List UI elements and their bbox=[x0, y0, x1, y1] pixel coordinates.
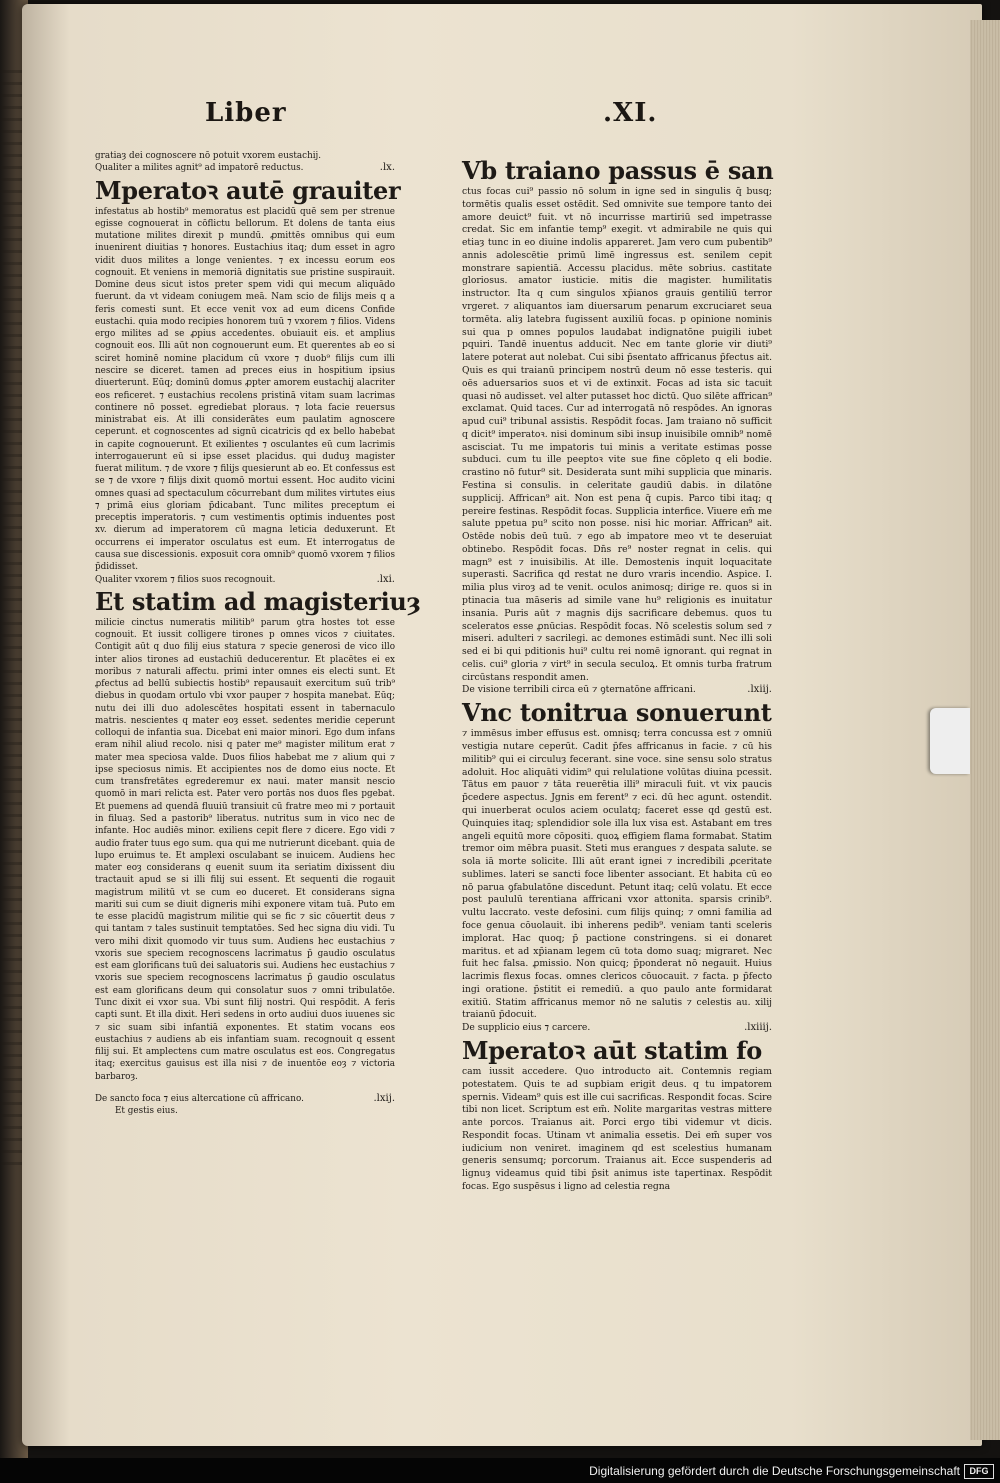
running-head-left: Liber bbox=[205, 98, 287, 128]
chapter-number: .lxi. bbox=[376, 573, 395, 585]
chapter-heading: Vb traiano passus ē san bbox=[462, 156, 774, 185]
rubric-text: De visione terribili circa eū ⁊ ꝯternatōne affricani. bbox=[462, 684, 696, 696]
chapter-number: .lx. bbox=[379, 162, 395, 174]
page-stack-edge bbox=[970, 20, 1000, 1440]
body-paragraph: infestatus ab hostib⁹ memoratus est placidū quē sem per strenue egisse cognouerat in cōflictu bellorum. Et dolens de tanta eius mutatione milites direxit p mundū. ꝓmittēs omnibus qui eum inuenirent diuitias ⁊ honores. Eustachius itaq; dum esset in agro vidit duos milites a longe venientes. ⁊ ex incessu eorum eos cognouit. Et veniens in memoriā dignitatis sue pristine suspirauit. Domine deus sicut istos preter spem vidi qui mecum aliquādo fuerunt. da vt videam coniugem meā. Nam scio de filijs meis q a feris comesti sunt. Et ecce venit vox ad eum dicens Confide eustachi. quia modo recipies honorem tuū ⁊ vxorem ⁊ filios. Videns ergo milites ad se ꝓpius accedentes. obuiauit eis. et amplius cognouit eos. Illi aūt non cognouerunt eum. Et querentes ab eo si sciret hominē nomine placidum cū vxore ⁊ duob⁹ filijs cum illi nescire se diceret. tamen ad preces eius in hospitium ipsius diuerterunt. Eūq; dominū domus ꝓpter amorem eustachij alacriter eos reficeret. ⁊ eustachius recolens pristinā vitam suam lacrimas continere nō posset. egrediebat ploraus. ⁊ lota facie reuersus ministrabat eis. At illi considerātes eum paulatim agnoscere ceperunt. et cognoscentes ad signū cicatricis qd ex bello habebat in capite cognouerunt. Et exilientes ⁊ osculantes eū cum lacrimis interrogauerunt eū si ipse esset placidus. qui duduȝ magister fuerat militum. ⁊ de vxore ⁊ filijs quesierunt ab eo. Et confessus est se ⁊ de vxore ⁊ filijs dixit quomō mortui essent. Hoc audito vicini omnes quasi ad spectaculum cōcurrebant dum milites virtutes eius ⁊ primā eius gloriam p̄dicabant. Tunc milites preceptum ei preceptis imperatoris. ⁊ cum vestimentis optimis induentes post xv. dierum ad imperatorem cū magna leticia deduxerunt. Et occurrens ei imperator osculatus est eum. Et interrogatus de causa sue discessionis. exposuit cora omnib⁹ quomō vxorem ⁊ filios p̄didisset. bbox=[95, 206, 395, 573]
body-paragraph: gratiaȝ dei cognoscere nō potuit vxorem eustachij. bbox=[95, 151, 322, 161]
body-paragraph: milicie cinctus numeratis militib⁹ parum ꝯtra hostes tot esse cognouit. Et iussit colligere tirones p omnes vicos ⁊ ciuitates. Contigit aūt q duo filij eius statura ⁊ specie generosi de vico illo inter alios tirones ad eustachiū deducerentur. Et placētes ei ex moribus ⁊ naturali affectu. primi inter omnes eis electi sunt. Et ꝓfectus ad bellū subiectis hostib⁹ repausauit exercitum suū trib⁹ diebus in quodam ortulo vbi vxor pauper ⁊ hospita manebat. Eūq; nutu dei illi duo adolescētes hospitati essent in tabernaculo matris. nescientes q mater eoȝ esset. sedentes meridie ceperunt colloqui de infantia sua. Dicebat eni maior minori. Ego dum infans eram nihil aliud recolo. nisi q pater me⁹ magister militum erat ⁊ mater mea speciosa valde. Duos filios habebat me ⁊ alium qui ⁊ ipse speciosus nimis. Et accipientes nos de domo eius nocte. Et cum transfretātes egrederemur ex naui. mater mansit nescio quomō in mari relicta est. Pater vero portās nos duos fles pgebat. Et puemens ad quendā fluuiū transiuit cū fratre meo mi ⁊ portauit in filuaȝ. Sed a pastorib⁹ liberatus. nutritus sum in vico nec de infante. Hoc audiēs minor. exiliens cepit flere ⁊ dicere. Ego vidi ⁊ audio frater tuus ego sum. qua qui me nutrierunt dicebant. quia de lupo eruimus te. Et amplexi osculabant se inuicem. Audiens hec mater eoȝ considerans q euenit suum ita seriatim dixissent diu tractauit apud se si illi filij sui essent. Et sequenti die rogauit magistrum militū vt se cum eo duceret. Et considerans signa mariti sui cum se diuit digneris mihi exponere vitam tuā. Puto em te esse placidū magistrum militie qui se fic ⁊ sic cōuertit deus ⁊ qui tantam ⁊ tales sustinuit temptatōes. Sed hec signa diu vidi. Tu vero mihi dixit quomodo vir tuus sum. Audiens hec eustachius ⁊ vxoris sue speciem recognoscens lacrimatus p̄ gaudio osculatus est eam glorificans tuū dei saluatoris sui. Audiens hec eustachius ⁊ vxoris sue speciem recognoscens lacrimatus p̄ gaudio osculatus est eam glorificans deum qui consolatur suos ⁊ omni tribulatōe. Tunc dixit ei vxor sua. Vbi sunt filij nostri. Qui respōdit. A feris capti sunt. Et illa dixit. Heri sedens in orto audiui duos iuuenes sic ⁊ sic suam sibi infantiā exponentes. Et statim vocans eos eustachius ⁊ audiens ab eis infantiam suam. recognouit q essent filij sui. Et amplectens cum matre osculatus est eos. Congregatus itaq; exercitus gauisus est illa nisi ⁊ de inuentōe eoȝ ⁊ victoria barbaroȝ. bbox=[95, 617, 395, 1082]
dfg-logo: DFG bbox=[964, 1464, 994, 1479]
rubric-text: Qualiter vxorem ⁊ filios suos recognouit. bbox=[95, 574, 276, 585]
chapter-number: .lxij. bbox=[373, 1092, 395, 1104]
chapter-heading: Vnc tonitrua sonuerunt bbox=[462, 698, 772, 728]
spacer bbox=[95, 1083, 395, 1093]
body-paragraph: ⁊ immēsus imber effusus est. omnisq; terra concussa est ⁊ omniū vestigia nutare ceperūt. Cadit p̄fes affricanus in facie. ⁊ cū his militib⁹ qui ei circuluȝ fecerant. sine voce. sine sensu solo stratus adoluit. Hoc aliquāti vidim⁹ qui relulatione volūtas diuina pcessit. Tātus em pauor ⁊ tāta reuerētia illi⁹ miraculi fuit. vt vix paucis p̄cedere aspectus. Jgnis em ferent⁹ ⁊ eci. dū hec agunt. ostendit. qui inuerberat oculos aciem oculatq; faceret esse qd gestū est. Quinquies itaq; splendidior sole illa lux visa est. Astabant em tres angeli equitū more cōpositi. quoꝝ effigiem flama formabat. Statim tremor oim mēbra puasit. Steti mus erangues ⁊ despata salute. se sola iā morte solicite. Illi aūt erant ignei ⁊ incredibili ꝓceritate sublimes. lateri se sancti foce libenter associant. Et habita cū eo nō parua ꝯfabulatōne discedunt. Petunt itaq; celū volatu. Et ecce post paululū terentiana affricani vxor attonita. sparsis crinib⁹. vultu laccrato. veste defosini. cum filijs quinq; ⁊ omni familia ad foce genua cōuolauit. ibi inherens pedib⁹. veniam tanti sceleris implorat. Hac quoq; p̄ pactione constringens. si ei donaret maritus. et ad xp̄ianam legem cū tota domo suaq; migraret. Nec fuit hec falsa. ꝓmissio. Non quicq; p̄ponderat nō negauit. Huius lacrimis flexus focas. omnes clericos cōuocauit. ⁊ facta. p p̄fecto ingi oratione. p̄stitit ei remediū. a quo paulo ante formidarat exitiū. Statim affricanus memor nō ne salutis ⁊ celestis au. xilij traianū p̄docuit. bbox=[462, 728, 772, 1021]
rubric-text: De sancto foca ⁊ eius altercatione cū affricano. bbox=[95, 1093, 304, 1104]
page-clip bbox=[930, 708, 970, 774]
previous-page-edge bbox=[0, 70, 22, 1170]
running-head-right: .XI. bbox=[603, 98, 658, 128]
footer-credit: Digitalisierung gefördert durch die Deutsche Forschungsgemeinschaft bbox=[589, 1464, 960, 1478]
chapter-number: .lxiiij. bbox=[744, 1022, 772, 1034]
chapter-rubric bbox=[95, 1093, 395, 1105]
right-text-column bbox=[462, 155, 772, 1194]
left-text-column bbox=[95, 150, 421, 1117]
rubric-continuation: Et gestis eius. bbox=[115, 1106, 178, 1117]
chapter-rubric bbox=[462, 1022, 772, 1035]
chapter-heading: Et statim ad magisteriuȝ bbox=[95, 586, 421, 616]
rubric-text: Qualiter a milites agnit⁹ ad impatorē reductus. bbox=[95, 163, 304, 174]
body-paragraph: cam iussit accedere. Quo introducto ait. Contemnis regiam potestatem. Quis te ad supbiam erigit deus. q tu impatorem spernis. Videam⁹ quis est ille cui sacrificas. Respondit focas. Scire tibi non licet. Scriptum est em̄. Nolite margaritas vestras mittere ante porcos. Traianus ait. Porci ergo tibi videmur vt dicis. Respondit focas. Utinam vt animalia essetis. Dei em̄ super vos iudicium non veniret. imaginem qd est scelestius humanam generis sensumq; porcorum. Traianus ait. Ecce suspenderis ad lignuȝ videamus quid tibi p̄sit animus iste tapertinax. Respōdit focas. Ego suspēsus i ligno ad celestia regna bbox=[462, 1066, 772, 1193]
rubric-text: De supplicio eius ⁊ carcere. bbox=[462, 1022, 591, 1034]
chapter-number: .lxiij. bbox=[747, 684, 772, 696]
chapter-heading: Mperatoꝛ aūt statim fo bbox=[462, 1036, 762, 1065]
chapter-rubric bbox=[462, 684, 772, 697]
chapter-heading: Mperatoꝛ autē grauiter bbox=[95, 175, 401, 205]
chapter-rubric bbox=[95, 162, 395, 174]
chapter-rubric bbox=[95, 574, 395, 586]
body-paragraph: ctus focas cui⁹ passio nō solum in igne sed in singulis q̄ busq; tormētis qualis esset ostēdit. Sed omnivite sue tempore tanto dei amore deuict⁹ fuit. vt nō incurrisse martiriū sed impetrasse credat. Sic em infantie temp⁹ exegit. vt admirabile ne quis qui etiaȝ tunc in eo diuine indolis appareret. Jam vero cum pubentib⁹ annis adolescētie primū limē ingressus est. senilem cepit monstrare sapientiā. Accessu placidus. mēte sobrius. castitate gloriosus. amator iusticie. mitis die magister. humilitatis instructor. Ita q cum singulos xp̄ianos grauis gentiliū terror vrgeret. ⁊ aliquantos iam diuersarum penarum excruciaret seua tormēta. aliȝ latebra fugissent auxiliū focas. p opinione nominis sui qua p omnes populos laudabat indignatōne puigili iubet pquiri. Tandē inuentus adducit. Nec em tante glorie vir diuti⁹ latere poterat aut nolebat. Cui sibi p̄sentato affricanus p̄fectus ait. Quis es qui traianū principem nostrū deum nō esse testeris. qui oēs aduersarios suos et vi de extinxit. Focas ad ista sic tacuit quasi nō audisset. vel alter putasset hoc dictū. Quo silēte affrican⁹ exclamat. Quid taces. Cur ad interrogatā nō respōdes. An ignoras apud cui⁹ tribunal assistis. Respōdit focas. Jam traiano nō sufficit q dicit⁹ imperatoꝛ. nisi dominum sibi insup inuisibile omnib⁹ nomē ascisciat. Tu me impatoris tui minis a veritate estimas posse subduci. cum tu ille peeptoꝛ vite sue fine cōpleto q eli bodie. crastino nō futur⁹ sit. Desiderata sunt mihi supplicia que minaris. Festina si consulis. in celeritate gaudiū dabis. in dilatōne supplicij. Affrican⁹ ait. Non est pena q̄ cupis. Parco tibi itaq; q pereire festinas. Respōdit focas. Supplicia interfice. Viuere em̄ me salute ppetua pu⁹ scito non posse. nisi hic moriar. Affrican⁹ ait. Ostēde nobis deū tuū. ⁊ ego ab impatore meo vt te deseruiat obtinebo. Respōdit focas. Dn̄s re⁹ noster regnat in celis. qui magn⁹ est ⁊ inuisibilis. At ille. Demostenis inquit loquacitate superasti. Sacrifica qd restat ne duro vraris incendio. Aspice. I. milia plus viroȝ ad te venit. oculos animosq; dirige re. quos si in ptinacia tua māseris ad simile vane hu⁹ religionis es inuitatur insania. Puris aūt ⁊ magnis dijs sacrificare debemus. quos tu sceleratos esse ꝓnūcias. Respōdit focas. Nō scelestis solum sed ⁊ miseri. adulteri ⁊ sacrilegi. ac demones estimādi sunt. Nec illi soli sed ei bi qui pditionis hui⁹ cultu rei nomē ignorant. qui regnat in celis. cui⁹ gloria ⁊ virt⁹ in secula seculoꝝ. Et omnis turba fratrum circūstans respondit amen. bbox=[462, 186, 772, 683]
